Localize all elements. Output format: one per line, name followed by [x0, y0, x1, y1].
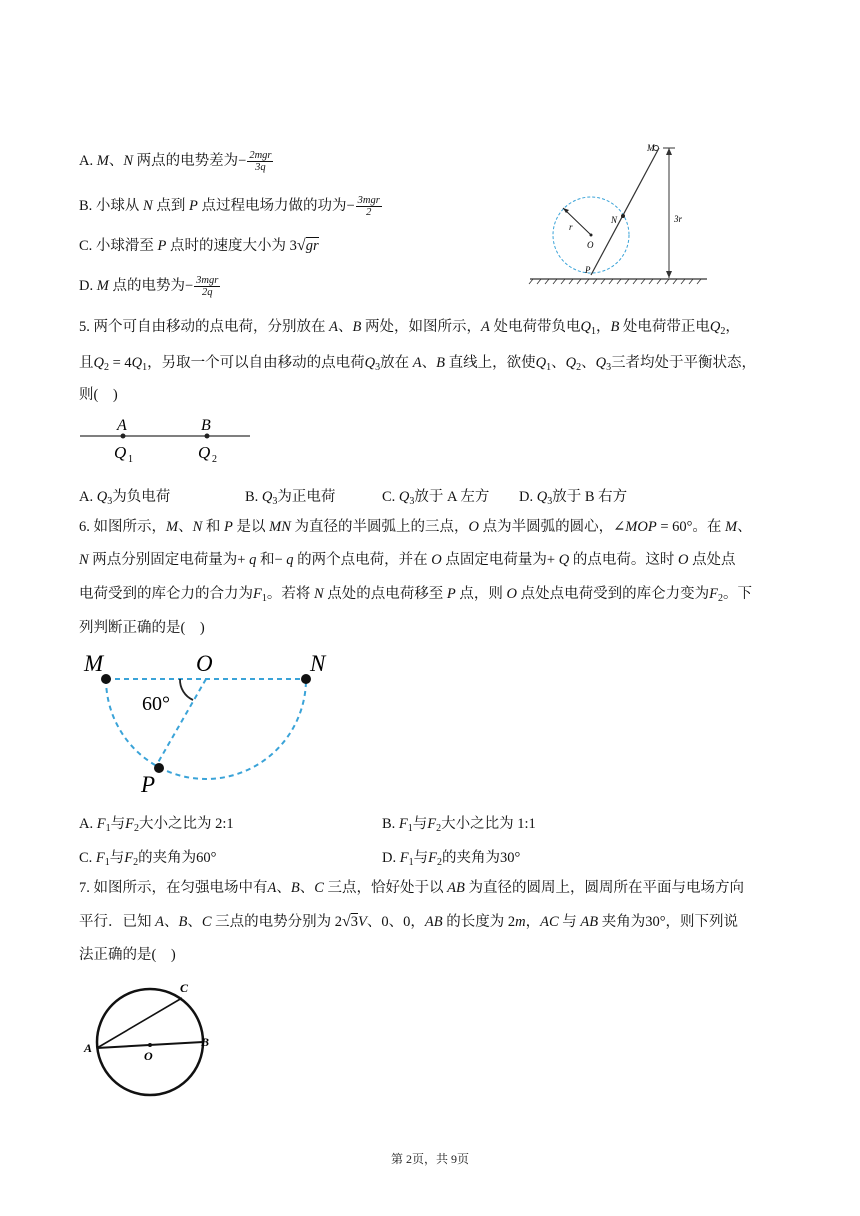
q5-label-a: A [117, 417, 127, 434]
q4-figure [525, 138, 725, 288]
q5-option-c: C. $Q_3$放于 A 左方 [382, 489, 490, 507]
q6-option-a: A. $F_1$与$F_2$大小之比为 2:1 [79, 816, 234, 834]
q7-label-b: B [201, 1035, 210, 1049]
q4-label-o: O [587, 240, 594, 250]
q4-option-c: C. 小球滑至 P 点时的速度大小为 3√gr [79, 237, 319, 254]
q4-label-r: r [569, 222, 573, 232]
q7-label-o: O [144, 1049, 153, 1063]
q5-label-q2: Q [198, 443, 211, 462]
q7-label-a: A [84, 1041, 93, 1055]
q5-option-b: B. $Q_3$为正电荷 [245, 489, 336, 507]
q4-label-n: N [611, 215, 618, 225]
q7-stem-line3: 法正确的是( ) [79, 947, 176, 963]
q6-label-angle: 60° [142, 693, 170, 715]
q6-stem-line4: 列判断正确的是( ) [79, 620, 205, 636]
q5-label-b: B [201, 417, 211, 434]
q4-option-b: B. 小球从 N 点到 P 点过程电场力做的功为− $\frac{\text{3mgr}}{2}$ [79, 195, 380, 218]
q6-option-b: B. $F_1$与$F_2$大小之比为 1:1 [382, 816, 536, 834]
q6-stem-line3: 电荷受到的库仑力的合力为$F_1$。若将 N 点处的点电荷移至 P 点，则 O 点处点电荷受到的库仑力变为$F_2$。下 [79, 586, 752, 604]
q5-stem-line1: 5. 两个可自由移动的点电荷，分别放在 A、B 两处，如图所示，A 处电荷带负电$Q_1$，B 处电荷带正电$Q_2$， [79, 319, 740, 337]
q6-option-d: D. $F_1$与$F_2$的夹角为30° [382, 850, 521, 868]
q5-label-q1: Q [114, 443, 127, 462]
q5-option-a: A. $Q_3$为负电荷 [79, 489, 171, 507]
q6-angle-arc [180, 679, 193, 700]
q4-label-m: M [647, 143, 655, 153]
q7-stem-line2: 平行．已知 A、B、C 三点的电势分别为 2√3V、0、0，AB 的长度为 2m，AC 与 AB 夹角为30°，则下列说 [79, 913, 739, 930]
q7-chord-ac [97, 998, 182, 1048]
q4-label-3r: 3r [674, 214, 683, 224]
q7-label-c: C [180, 981, 189, 995]
svg-text:2: 2 [212, 454, 217, 465]
q7-stem-line1: 7. 如图所示，在匀强电场中有A、B、C 三点，恰好处于以 AB 为直径的圆周上，圆周所在平面与电场方向 [79, 880, 744, 896]
q6-label-m: M [84, 651, 104, 676]
page-footer: 第 2页，共 9页 [390, 1152, 469, 1166]
q6-option-c: C. $F_1$与$F_2$的夹角为60° [79, 850, 217, 868]
q6-label-p: P [141, 772, 156, 797]
q5-stem-line3: 则( ) [79, 387, 118, 403]
q5-stem-line2: 且$Q_2 = 4Q_1$，另取一个可以自由移动的点电荷$Q_3$放在 A、B 直线上，欲使$Q_1$、$Q_2$、$Q_3$三者均处于平衡状态， [79, 355, 757, 373]
q5-figure [80, 412, 255, 470]
q6-stem-line1: 6. 如图所示，M、N 和 P 是以 MN 为直径的半圆弧上的三点，O 点为半圆弧的圆心，∠MOP = 60°。在 M、 [79, 519, 752, 535]
q6-label-n: N [310, 651, 326, 676]
q6-semicircle [106, 679, 306, 779]
q4-option-a: A. M、N 两点的电势差为− $\frac{\text{2mgr}}{3q}$ [79, 150, 272, 173]
q7-figure [80, 976, 220, 1106]
svg-text:1: 1 [128, 454, 133, 465]
q5-option-d: D. $Q_3$放于 B 右方 [519, 489, 628, 507]
q4-incline-rod [591, 148, 659, 275]
q6-stem-line2: N 两点分别固定电荷量为+ q 和− q 的两个点电荷，并在 O 点固定电荷量为+ Q 的点电荷。这时 O 点处点 [79, 552, 736, 568]
q4-option-d: D. M 点的电势为− $\frac{\text{3mgr}}{2q}$ [79, 275, 219, 298]
q4-ground-hatching [529, 279, 701, 284]
q4-label-p: P [585, 265, 591, 275]
q6-label-o: O [196, 651, 213, 676]
q6-figure [80, 648, 340, 798]
q4-radius-line [563, 208, 591, 235]
